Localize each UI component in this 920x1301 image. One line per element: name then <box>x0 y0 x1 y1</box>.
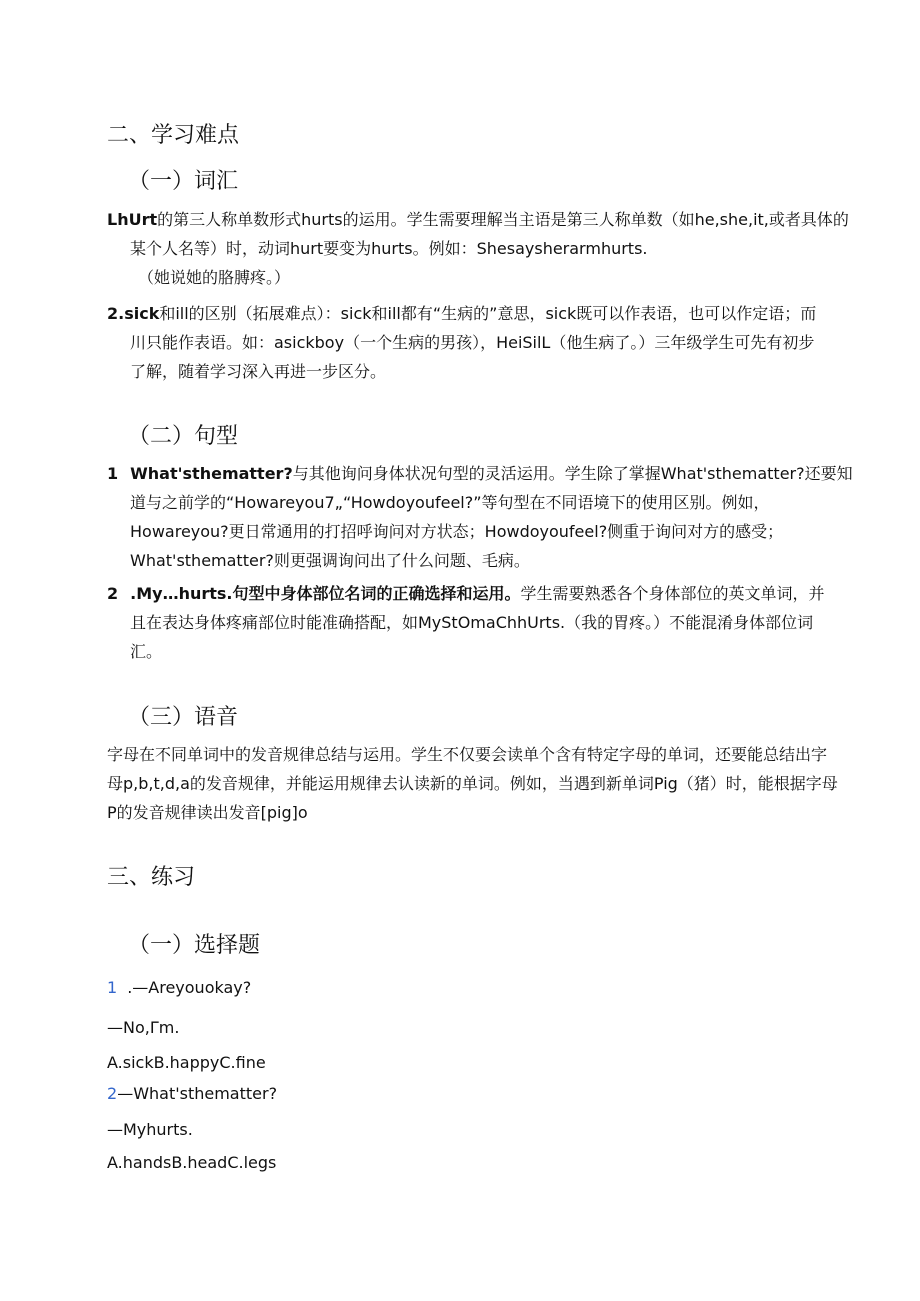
phonics-line-1: 字母在不同单词中的发音规律总结与运用。学生不仅要会读单个含有特定字母的单词，还要能总结出字 <box>107 745 828 764</box>
sentence-item-1-bold: What'sthematter? <box>130 464 293 483</box>
question-1 <box>107 978 251 997</box>
sentence-item-1-line-3: Howareyou?更日常通用的打招呼询问对方状态；Howdoyoufeel?侧重于询问对方的感受； <box>130 522 784 541</box>
phonics-heading: （三）语音 <box>128 705 239 730</box>
vocab-item-1-line-2: 某个人名等）时，动词hurt要变为hurts。例如：Shesaysherarmhurts. <box>130 239 648 258</box>
sentence-item-1-line-2: 道与之前学的“Howareyou7„“Howdoyoufeel?”等句型在不同语境下的使用区别。例如， <box>130 493 770 512</box>
vocab-item-1-line-1: 的第三人称单数形式hurts的运用。学生需要理解当主语是第三人称单数（如he,she,it,或者具体的 <box>157 210 849 229</box>
sentence-item-2 <box>107 579 825 666</box>
question-2-number: 2 <box>107 1084 118 1103</box>
phonics-paragraph <box>107 740 838 827</box>
vocab-item-2 <box>107 299 816 386</box>
sentence-item-1-line-1: 与其他询问身体状况句型的灵活运用。学生除了掌握What'sthematter?还要知 <box>292 464 853 483</box>
sentence-item-2-line-1: 学生需要熟悉各个身体部位的英文单词，并 <box>520 584 825 603</box>
sentence-item-1-line-4: What'sthematter?则更强调询问出了什么问题、毛病。 <box>130 551 530 570</box>
sentence-item-2-line-2: 且在表达身体疼痛部位时能准确搭配，如MyStOmaChhUrts.（我的胃疼。）不能混淆身体部位词 <box>130 613 814 632</box>
question-1-answer: —No,Γm. <box>107 1018 180 1037</box>
vocab-item-2-line-1: 和ill的区别（拓展难点）：sick和ill都有“生病的”意思，sick既可以作表语，也可以作定语；而 <box>159 304 817 323</box>
vocab-item-2-line-2: 川只能作表语。如：asickboy（一个生病的男孩），HeiSilL（他生病了。）三年级学生可先有初步 <box>130 333 815 352</box>
vocab-item-1 <box>107 205 849 292</box>
vocab-item-1-line-3: （她说她的胳膊疼。） <box>138 268 291 287</box>
question-1-options: A.sickB.happyC.fine <box>107 1053 266 1072</box>
question-2-text: —What'sthematter? <box>117 1084 278 1103</box>
question-2-options: A.handsB.headC.legs <box>107 1153 277 1172</box>
section-3-title: 三、练习 <box>107 865 196 890</box>
question-2-answer: —Myhurts. <box>107 1120 193 1139</box>
phonics-line-3: P的发音规律读出发音[pig]o <box>107 803 308 822</box>
sentence-item-2-bold: .My…hurts.句型中身体部位名词的正确选择和运用。 <box>130 584 521 603</box>
vocab-item-1-number: LhUrt <box>107 210 158 229</box>
phonics-line-2: 母p,b,t,d,a的发音规律，并能运用规律去认读新的单词。例如，当遇到新单词Pig（猪）时，能根据字母 <box>107 774 838 793</box>
question-1-text: .—Areyouokay? <box>127 978 252 997</box>
vocab-heading: （一）词汇 <box>128 169 239 194</box>
sentence-item-1-number: 1 <box>107 464 119 483</box>
question-2 <box>107 1084 277 1103</box>
question-1-number: 1 <box>107 978 118 997</box>
vocab-item-2-line-3: 了解，随着学习深入再进一步区分。 <box>130 362 387 381</box>
section-2-title: 二、学习难点 <box>107 123 240 148</box>
sentence-item-1 <box>107 459 853 575</box>
choice-heading: （一）选择题 <box>128 933 261 958</box>
sentence-item-2-line-3: 汇。 <box>130 642 163 661</box>
sentence-heading: （二）句型 <box>128 424 239 449</box>
sentence-item-2-number: 2 <box>107 584 119 603</box>
vocab-item-2-number: 2.sick <box>107 304 160 323</box>
